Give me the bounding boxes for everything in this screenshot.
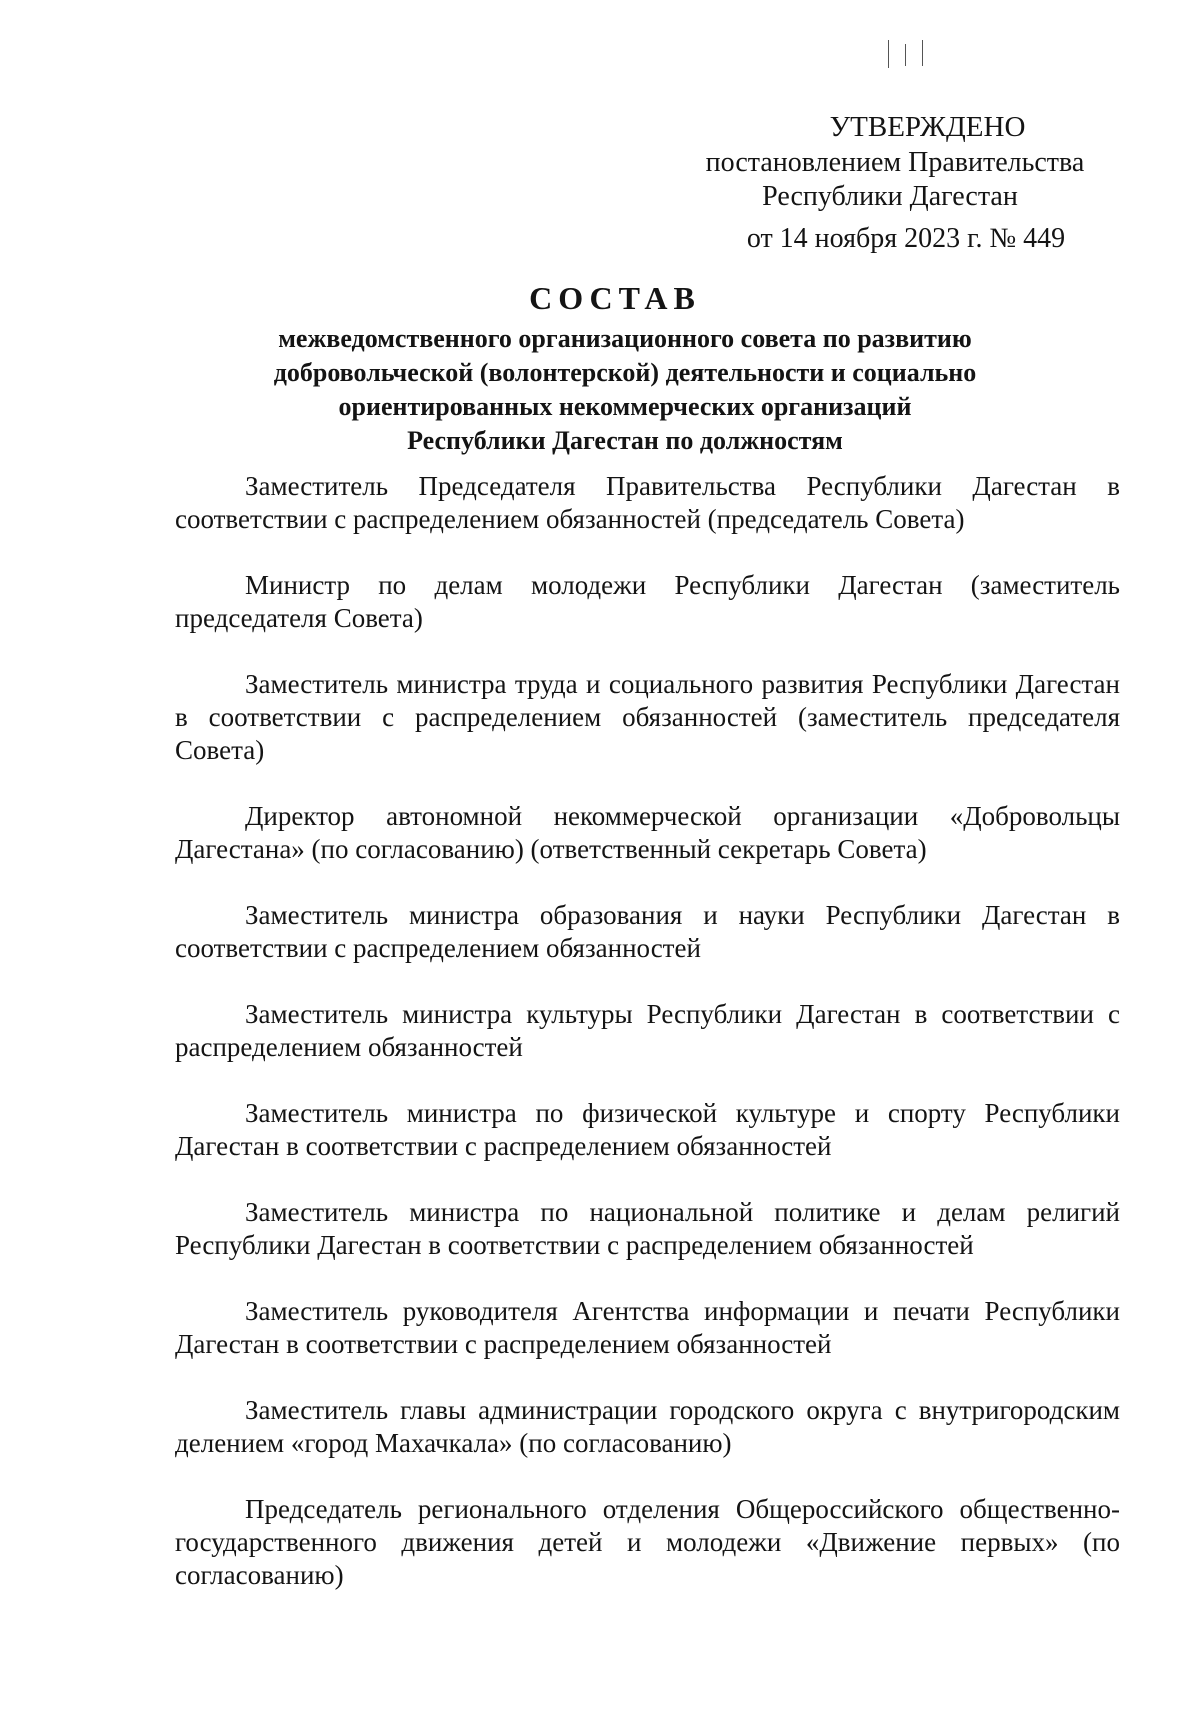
member-position: Заместитель главы администрации городского округа с внутригородским делением «город Махачкала» (по согласованию) xyxy=(175,1395,1120,1458)
member-position: Заместитель министра по физической культуре и спорту Республики Дагестан в соответствии с распределением обязанностей xyxy=(175,1098,1120,1161)
member-position: Председатель регионального отделения Общероссийского общественно-государственного движения детей и молодежи «Движение первых» (по согласованию) xyxy=(175,1494,1120,1590)
members-list xyxy=(175,470,1120,1625)
approval-authority: Республики Дагестан xyxy=(762,181,1018,212)
member-position: Заместитель министра по национальной политике и делам религий Республики Дагестан в соответствии с распределением обязанностей xyxy=(175,1197,1120,1260)
member-position: Директор автономной некоммерческой организации «Добровольцы Дагестана» (по согласованию) (ответственный секретарь Совета) xyxy=(175,801,1120,864)
subtitle-line: добровольческой (волонтерской) деятельности и социально xyxy=(273,358,977,387)
member-position: Заместитель министра культуры Республики Дагестан в соответствии с распределением обязанностей xyxy=(175,999,1120,1062)
approval-title: УТВЕРЖДЕНО xyxy=(829,111,1026,143)
subtitle-line: ориентированных некоммерческих организаций xyxy=(338,392,912,421)
member-position: Заместитель Председателя Правительства Республики Дагестан в соответствии с распределением обязанностей (председатель Совета) xyxy=(175,471,1120,534)
approval-decree: постановлением Правительства xyxy=(705,147,1085,178)
scan-artifact xyxy=(888,40,889,68)
approval-stamp xyxy=(680,110,1120,256)
member-position: Министр по делам молодежи Республики Дагестан (заместитель председателя Совета) xyxy=(175,570,1120,633)
scan-artifact xyxy=(905,44,906,66)
approval-date-number: от 14 ноября 2023 г. № 449 xyxy=(746,223,1066,254)
member-position: Заместитель министра труда и социального развития Республики Дагестан в соответствии с распределением обязанностей (заместитель председателя Совета) xyxy=(175,669,1120,765)
member-position: Заместитель руководителя Агентства информации и печати Республики Дагестан в соответствии с распределением обязанностей xyxy=(175,1296,1120,1359)
subtitle-line: Республики Дагестан по должностям xyxy=(407,426,843,455)
document-heading: СОСТАВ xyxy=(529,280,701,316)
member-position: Заместитель министра образования и науки Республики Дагестан в соответствии с распределением обязанностей xyxy=(175,900,1120,963)
scan-artifact xyxy=(922,40,923,66)
document-subtitle xyxy=(130,322,1120,458)
subtitle-line: межведомственного организационного совета по развитию xyxy=(278,324,972,353)
document-title-block xyxy=(170,278,1120,458)
